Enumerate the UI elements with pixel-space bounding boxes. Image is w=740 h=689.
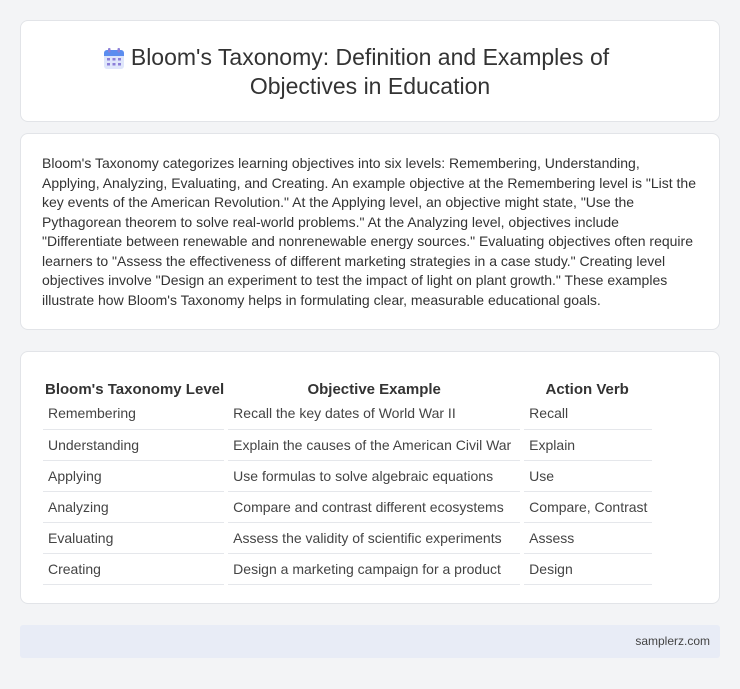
cell-objective: Explain the causes of the American Civil War	[226, 429, 522, 460]
column-header-verb: Action Verb	[545, 381, 629, 398]
cell-objective: Recall the key dates of World War II	[226, 398, 522, 429]
cell-verb: Compare, Contrast	[522, 491, 652, 522]
table-row	[43, 429, 652, 460]
table-card	[20, 351, 720, 604]
table-row	[43, 553, 652, 584]
table-header-row	[43, 372, 652, 398]
cell-objective: Compare and contrast different ecosystems	[226, 491, 522, 522]
footer	[20, 625, 720, 658]
footer-site-link[interactable]: samplerz.com	[635, 634, 710, 648]
table-row	[43, 398, 652, 429]
column-header-objective: Objective Example	[307, 381, 441, 398]
cell-level: Remembering	[43, 398, 226, 429]
table-row	[43, 491, 652, 522]
cell-level: Applying	[43, 460, 226, 491]
cell-verb: Explain	[522, 429, 652, 460]
cell-verb: Recall	[522, 398, 652, 429]
description-card	[20, 133, 720, 330]
cell-verb: Assess	[522, 522, 652, 553]
description-text: Bloom's Taxonomy categorizes learning objectives into six levels: Remembering, Understanding, Applying, Analyzing, Evaluating, and Creating. An example objective at the Remembering level is "List the key events of the American Revolution." At the Applying level, an objective might state, "Use the Pythagorean theorem to solve real-world problems." At the Analyzing level, objectives include "Differentiate between renewable and nonrenewable energy sources." Evaluating objectives often require learners to "Assess the effectiveness of different marketing strategies in a case study." Creating level objectives involve "Design an experiment to test the impact of light on plant growth." These examples illustrate how Bloom's Taxonomy helps in formulating clear, measurable educational goals.	[42, 155, 697, 308]
cell-objective: Design a marketing campaign for a product	[226, 553, 522, 584]
cell-level: Understanding	[43, 429, 226, 460]
cell-level: Analyzing	[43, 491, 226, 522]
cell-objective: Use formulas to solve algebraic equations	[226, 460, 522, 491]
table-row	[43, 460, 652, 491]
title-card	[20, 20, 720, 122]
cell-objective: Assess the validity of scientific experiments	[226, 522, 522, 553]
cell-verb: Design	[522, 553, 652, 584]
cell-level: Evaluating	[43, 522, 226, 553]
page-title-line-1: Bloom's Taxonomy: Definition and Examples of	[130, 44, 610, 70]
page-title-line-2: Objectives in Education	[249, 73, 491, 99]
page-title	[21, 43, 719, 101]
cell-verb: Use	[522, 460, 652, 491]
cell-level: Creating	[43, 553, 226, 584]
column-header-level: Bloom's Taxonomy Level	[45, 381, 225, 398]
table-row	[43, 522, 652, 553]
taxonomy-table	[43, 372, 652, 585]
